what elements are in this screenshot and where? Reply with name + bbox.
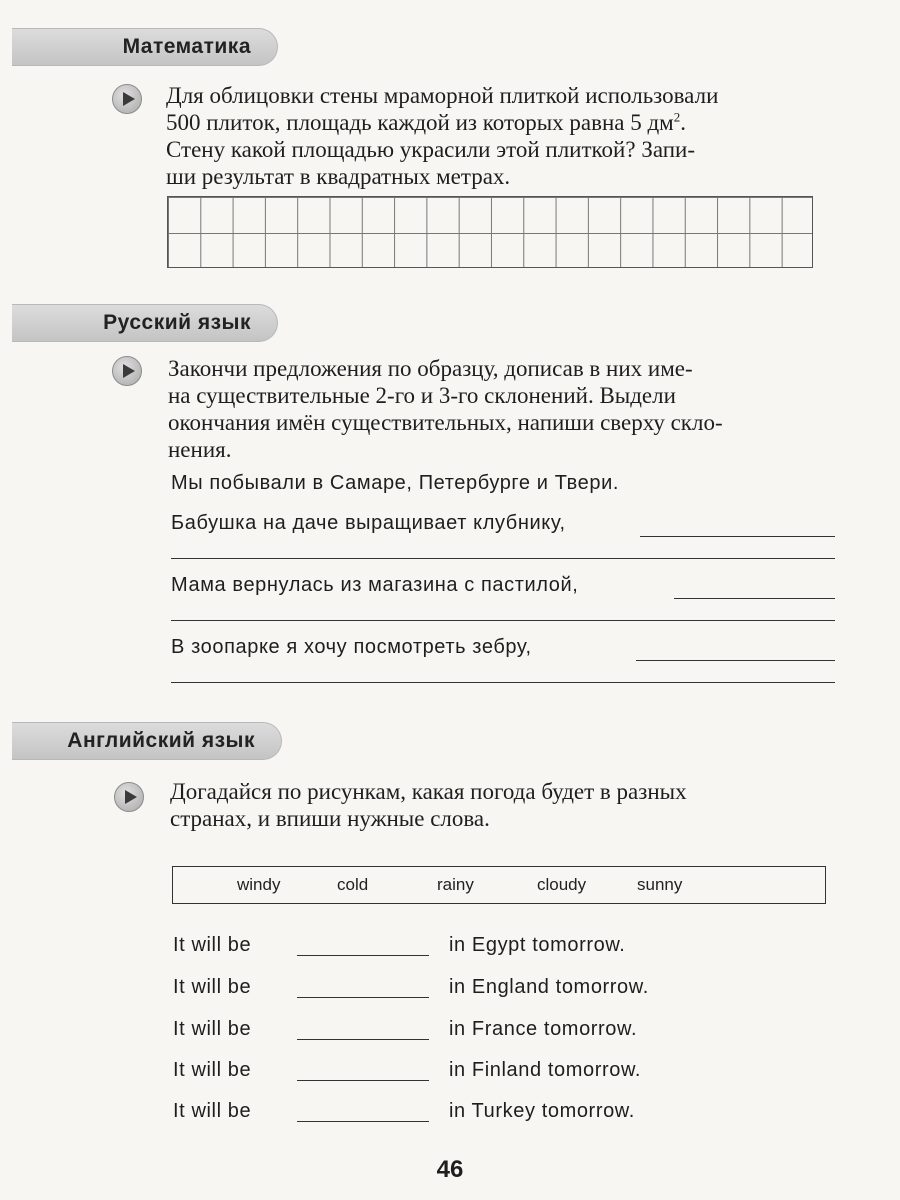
word-bank-item: sunny: [637, 875, 683, 894]
row-end: in France tomorrow.: [449, 1018, 638, 1040]
row-start: It will be: [173, 1018, 252, 1040]
russian-task-line: окончания имён существительных, напиши сверху скло-: [168, 410, 723, 435]
page-number: 46: [436, 1156, 464, 1183]
answer-blank[interactable]: [297, 997, 429, 998]
math-task-text: [166, 82, 834, 190]
answer-blank[interactable]: [297, 1080, 429, 1081]
sentence-prompt: Бабушка на даче выращивает клубнику,: [171, 512, 566, 534]
answer-blank[interactable]: [297, 955, 429, 956]
answer-line[interactable]: [636, 660, 835, 661]
answer-line[interactable]: [640, 536, 835, 537]
row-start: It will be: [173, 976, 252, 998]
fill-in-row: [173, 1018, 833, 1044]
math-task-superscript: 2: [673, 109, 681, 125]
answer-grid[interactable]: [167, 196, 813, 268]
row-start: It will be: [173, 934, 252, 956]
fill-in-row: [173, 1100, 833, 1126]
row-end: in Finland tomorrow.: [449, 1059, 642, 1081]
task-arrow-icon: [112, 356, 142, 386]
math-task-line-end: .: [680, 110, 686, 135]
section-title-math: Математика: [122, 35, 251, 58]
math-task-line: ши результат в квадратных метрах.: [166, 164, 511, 189]
task-arrow-icon: [114, 782, 144, 812]
word-bank-item: cold: [337, 875, 369, 894]
word-bank-item: cloudy: [537, 875, 587, 894]
fill-in-row: [173, 934, 833, 960]
section-title-english: Английский язык: [67, 729, 255, 752]
row-end: in England tomorrow.: [449, 976, 649, 998]
english-task-line: странах, и впиши нужные слова.: [170, 806, 490, 831]
word-bank-item: windy: [237, 875, 281, 894]
math-task-line: Для облицовки стены мраморной плиткой использовали: [166, 83, 719, 108]
section-title-russian: Русский язык: [103, 311, 251, 334]
word-bank: [172, 866, 826, 904]
sentence-prompt: В зоопарке я хочу посмотреть зебру,: [171, 636, 532, 658]
section-tab-english: [12, 722, 282, 760]
answer-line[interactable]: [171, 682, 835, 683]
russian-task-line: нения.: [168, 437, 232, 462]
sentence-prompt: Мама вернулась из магазина с пастилой,: [171, 574, 579, 596]
answer-line[interactable]: [674, 598, 835, 599]
section-tab-math: [12, 28, 278, 66]
word-bank-item: rainy: [437, 875, 474, 894]
row-end: in Egypt tomorrow.: [449, 934, 626, 956]
answer-blank[interactable]: [297, 1121, 429, 1122]
math-task-line: [166, 109, 834, 136]
task-arrow-icon: [112, 84, 142, 114]
row-start: It will be: [173, 1059, 252, 1081]
answer-line[interactable]: [171, 558, 835, 559]
english-task-text: [170, 778, 836, 832]
russian-task-line: Закончи предложения по образцу, дописав в них име-: [168, 356, 693, 381]
math-task-line-part: 500 плиток, площадь каждой из которых равна 5 дм: [166, 110, 674, 135]
section-tab-russian: [12, 304, 278, 342]
russian-task-line: на существительные 2-го и 3-го склонений. Выдели: [168, 383, 676, 408]
sentence-example: Мы побывали в Самаре, Петербурге и Твери.: [171, 472, 620, 494]
math-task-line: Стену какой площадью украсили этой плиткой? Запи-: [166, 137, 696, 162]
row-end: in Turkey tomorrow.: [449, 1100, 635, 1122]
fill-in-row: [173, 1059, 833, 1085]
russian-task-text: [168, 355, 836, 463]
answer-line[interactable]: [171, 620, 835, 621]
row-start: It will be: [173, 1100, 252, 1122]
english-task-line: Догадайся по рисункам, какая погода будет в разных: [170, 779, 687, 804]
fill-in-row: [173, 976, 833, 1002]
answer-blank[interactable]: [297, 1039, 429, 1040]
